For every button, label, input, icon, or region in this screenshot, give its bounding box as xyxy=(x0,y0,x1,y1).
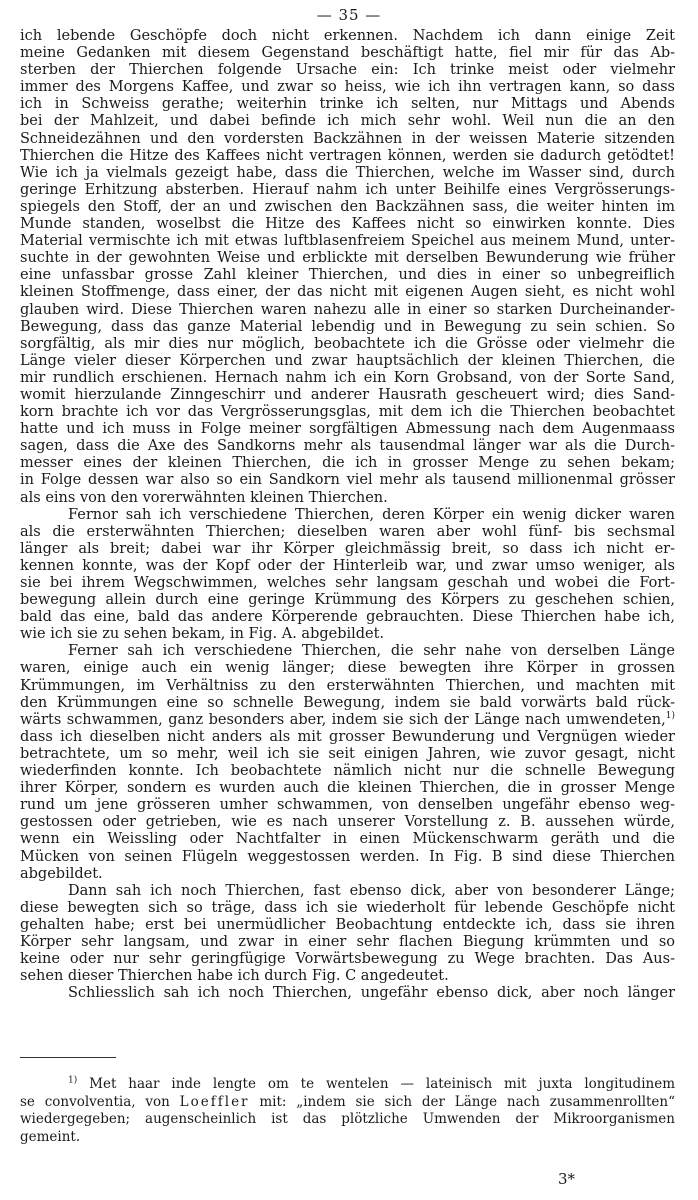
text-line: hatte und ich muss in Folge meiner sorgfältigen Abmessung nach dem Augenmaass xyxy=(20,421,675,438)
text-line: suchte in der gewohnten Weise und erblickte mit derselben Bewunderung wie früher xyxy=(20,250,675,267)
text-line: Krümmungen, im Verhältniss zu den ersterwähnten Thierchen, und machten mit xyxy=(20,677,675,694)
author-name: Loeffler xyxy=(179,1093,250,1110)
text-line: Bewegung, dass das ganze Material lebendig und in Bewegung zu sein schien. So xyxy=(20,318,675,335)
text-line: spiegels den Stoff, der an und zwischen den Backzähnen sass, die weiter hinten im xyxy=(20,198,675,215)
text-line: wenn ein Weissling oder Nachtfalter in einen Mückenschwarm geräth und die xyxy=(20,831,675,848)
text-line: als eins von den vorerwähnten kleinen Thierchen. xyxy=(20,489,388,506)
text-line: länger als breit; dabei war ihr Körper gleichmässig breit, so dass ich nicht er- xyxy=(20,540,675,557)
footnote-line xyxy=(20,1094,675,1112)
text-line: bei der Mahlzeit, und dabei befinde ich mich sehr wohl. Weil nun die an den xyxy=(20,113,675,130)
text-line: Ferner sah ich verschiedene Thierchen, die sehr nahe von derselben Länge xyxy=(68,643,675,660)
text-line: sorgfältig, als mir dies nur möglich, beobachtete ich die Grösse oder vielmehr die xyxy=(20,335,675,352)
text-line: rund um jene grösseren umher schwammen, von denselben ungefähr ebenso weg- xyxy=(20,797,675,814)
text-line: sie bei ihrem Wegschwimmen, welches sehr langsam geschah und wobei die Fort- xyxy=(20,575,675,591)
text-line: waren, einige auch ein wenig länger; diese bewegten ihre Körper in grossen xyxy=(20,660,675,677)
text-line: gestossen oder getrieben, wie es nach unserer Vorstellung z. B. aussehen würde, xyxy=(20,814,675,831)
footnote xyxy=(20,1076,675,1146)
text-line: diese bewegten sich so träge, dass ich sie wiederholt für lebende Geschöpfe nicht xyxy=(20,899,675,916)
text-line: wiederfinden konnte. Ich beobachtete nämlich nicht nur die schnelle Bewegung xyxy=(20,763,675,780)
text-line: sterben der Thierchen folgende Ursache ein: Ich trinke meist oder vielmehr xyxy=(20,62,675,79)
paragraph-5 xyxy=(20,985,675,1002)
footnote-divider xyxy=(20,1057,116,1058)
text-line: immer des Morgens Kaffee, und zwar so heiss, wie ich ihn vertragen kann, so dass xyxy=(20,79,675,96)
text-line: keine oder nur sehr geringfügige Vorwärtsbewegung zu Wege brachten. Das Aus- xyxy=(20,951,675,968)
text-line: eine unfassbar grosse Zahl kleiner Thierchen, und dies in einer so unbegreiflich xyxy=(20,267,675,284)
text-line: Material vermischte ich mit etwas luftblasenfreiem Speichel aus meinem Mund, unter- xyxy=(20,233,675,250)
text-line: mir rundlich erschienen. Hernach nahm ich ein Korn Grobsand, von der Sorte Sand, xyxy=(20,369,675,386)
text-line: meine Gedanken mit diesem Gegenstand beschäftigt hatte, fiel mir für das Ab- xyxy=(20,45,675,62)
text-line: Länge vieler dieser Körperchen und zwar hauptsächlich der kleinen Thierchen, die xyxy=(20,352,675,369)
text-line: dass ich dieselben nicht anders als mit grosser Bewunderung und Vergnügen wieder xyxy=(20,728,675,745)
text-line: ich in Schweiss gerathe; weiterhin trinke ich selten, nur Mittags und Abends xyxy=(20,96,675,113)
text-line: sehen dieser Thierchen habe ich durch Fig. C angedeutet. xyxy=(20,968,449,985)
text-line: sagen, dass die Axe des Sandkorns mehr als tausendmal länger war als die Durch- xyxy=(20,438,675,455)
text-line: glauben wird. Diese Thierchen waren nahezu alle in einer so starken Durcheinander- xyxy=(20,301,675,318)
text-line-content: wärts schwammen, ganz besonders aber, indem sie sich der Länge nach umwendeten, xyxy=(20,711,666,728)
paragraph-3 xyxy=(20,643,675,882)
footnote-line: wiedergegeben; augenscheinlich ist das plötzliche Umwenden der Mikroorganismen xyxy=(20,1111,675,1127)
text-line: bald das eine, bald das andere Körperende gebrauchten. Diese Thierchen habe ich, xyxy=(20,609,675,626)
footnote-text: se convolventia, von xyxy=(20,1093,170,1110)
paragraph-1 xyxy=(20,28,675,507)
text-line: in Folge dessen war also so ein Sandkorn viel mehr als tausend millionenmal grösser xyxy=(20,472,675,489)
text-line: als die ersterwähnten Thierchen; dieselben waren aber wohl fünf- bis sechsmal xyxy=(20,523,675,540)
text-line: messer eines der kleinen Thierchen, die ich in grosser Menge zu sehen bekam; xyxy=(20,455,675,472)
text-line: Dann sah ich noch Thierchen, fast ebenso dick, aber von besonderer Länge; xyxy=(68,882,675,899)
text-line: den Krümmungen eine so schnelle Bewegung, indem sie bald vorwärts bald rück- xyxy=(20,694,675,711)
footnote-reference: 1) xyxy=(665,710,675,721)
text-line: betrachtete, um so mehr, weil ich sie seit einigen Jahren, wie zuvor gesagt, nicht xyxy=(20,745,675,762)
text-line: korn brachte ich vor das Vergrösserungsglas, mit dem ich die Thierchen beobachtet xyxy=(20,404,675,421)
text-line: wie ich sie zu sehen bekam, in Fig. A. abgebildet. xyxy=(20,626,385,643)
footnote-marker: 1) xyxy=(68,1075,78,1086)
text-line: womit hierzulande Zinngeschirr und anderer Hausrath gescheuert wird; dies Sand- xyxy=(20,386,675,403)
text-line: Wie ich ja vielmals gezeigt habe, dass die Thierchen, welche im Wasser sind, durch xyxy=(20,164,675,181)
text-line: Munde standen, woselbst die Hitze des Kaffees nicht so einwirken konnte. Dies xyxy=(20,216,675,233)
text-line: Mücken von seinen Flügeln weggestossen werden. In Fig. B sind diese Thierchen xyxy=(20,848,675,865)
text-line: bewegung allein durch eine geringe Krümmung des Körpers zu geschehen schien, xyxy=(20,592,675,609)
paragraph-2 xyxy=(20,507,675,644)
text-line: Schliesslich sah ich noch Thierchen, ungefähr ebenso dick, aber noch länger xyxy=(68,985,675,1002)
text-line: kennen konnte, was der Kopf oder der Hinterleib war, und zwar umso weniger, als xyxy=(20,557,675,574)
text-line: ich lebende Geschöpfe doch nicht erkennen. Nachdem ich dann einige Zeit xyxy=(20,28,675,44)
footnote-text: Met haar inde lengte om te wentelen — lateinisch mit juxta longitudinem xyxy=(89,1076,675,1092)
footnote-line xyxy=(20,1076,675,1094)
body-text xyxy=(20,28,675,1002)
signature-mark: 3* xyxy=(558,1170,576,1188)
text-line: kleinen Stoffmenge, dass einer, der das nicht mit eigenen Augen sieht, es nicht wohl xyxy=(20,284,675,301)
text-line: geringe Erhitzung absterben. Hierauf nahm ich unter Beihilfe eines Vergrösserungs- xyxy=(20,181,675,198)
text-line: Thierchen die Hitze des Kaffees nicht vertragen können, werden sie dadurch getödtet! xyxy=(20,147,675,164)
text-line-with-footnote-ref xyxy=(20,712,675,729)
text-line: Schneidezähnen und den vordersten Backzähnen in der weissen Materie sitzenden xyxy=(20,130,675,147)
text-line: abgebildet. xyxy=(20,865,103,882)
footnote-text: mit: „indem sie sich der Länge nach zusammenrollten“ xyxy=(259,1093,676,1110)
paragraph-4 xyxy=(20,883,675,986)
footnote-line: gemeint. xyxy=(20,1128,81,1145)
text-line: Körper sehr langsam, und zwar in einer sehr flachen Biegung krümmten und so xyxy=(20,933,675,950)
page-number: — 35 — xyxy=(316,6,382,24)
text-line: gehalten habe; erst bei unermüdlicher Beobachtung entdeckte ich, dass sie ihren xyxy=(20,916,675,933)
text-line: ihrer Körper, sondern es wurden auch die kleinen Thierchen, die in grosser Menge xyxy=(20,780,675,797)
text-line: Fernor sah ich verschiedene Thierchen, deren Körper ein wenig dicker waren xyxy=(68,506,675,523)
